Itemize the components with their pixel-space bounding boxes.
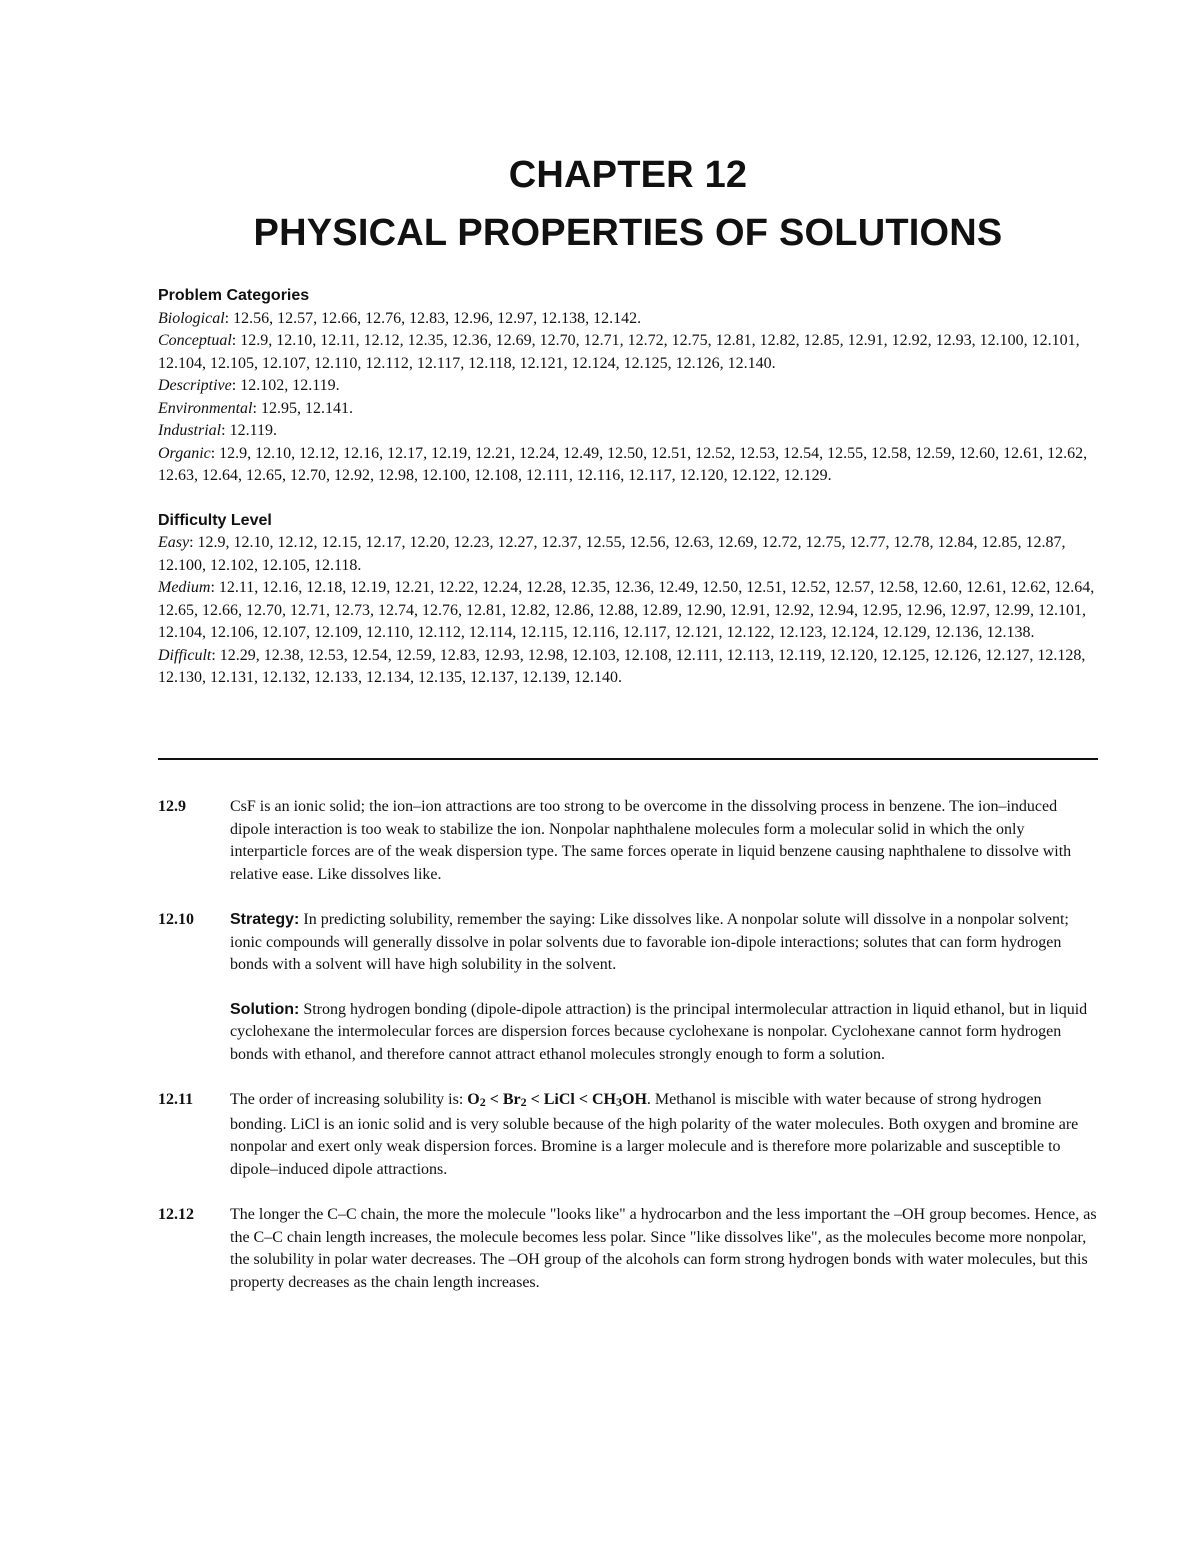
text-before-formula: The order of increasing solubility is:: [230, 1091, 468, 1108]
category-industrial: [158, 420, 1098, 443]
solubility-order-formula: [467, 1091, 647, 1108]
formula-part: <: [485, 1091, 503, 1108]
difficulty-easy: [158, 532, 1098, 577]
chapter-title: [158, 146, 1098, 262]
problem-body: [230, 1204, 1098, 1294]
problem-text: [230, 1089, 1098, 1181]
category-list: : 12.9, 12.10, 12.11, 12.12, 12.35, 12.36, 12.69, 12.70, 12.71, 12.72, 12.75, 12.81, 12.82, 12.85, 12.91, 12.92, 12.93, 12.100, 12.101, 12.104, 12.105, 12.107, 12.110, 12.112, 12.117, 12.118, 12.121, 12.124, 12.125, 12.126, 12.140.: [158, 332, 1080, 372]
category-list: : 12.102, 12.119.: [231, 377, 340, 394]
problem-body: [230, 1089, 1098, 1181]
difficulty-list: : 12.11, 12.16, 12.18, 12.19, 12.21, 12.22, 12.24, 12.28, 12.35, 12.36, 12.49, 12.50, 12.51, 12.52, 12.57, 12.58, 12.60, 12.61, 12.62, 12.64, 12.65, 12.66, 12.70, 12.71, 12.73, 12.74, 12.76, 12.81, 12.82, 12.86, 12.88, 12.89, 12.90, 12.91, 12.92, 12.94, 12.95, 12.96, 12.97, 12.99, 12.101, 12.104, 12.106, 12.107, 12.109, 12.110, 12.112, 12.114, 12.115, 12.116, 12.117, 12.121, 12.122, 12.123, 12.124, 12.129, 12.136, 12.138.: [158, 579, 1095, 641]
formula-part: OH: [622, 1091, 647, 1108]
category-list: : 12.9, 12.10, 12.12, 12.16, 12.17, 12.19, 12.21, 12.24, 12.49, 12.50, 12.51, 12.52, 12.53, 12.54, 12.55, 12.58, 12.59, 12.60, 12.61, 12.62, 12.63, 12.64, 12.65, 12.70, 12.92, 12.98, 12.100, 12.108, 12.111, 12.116, 12.117, 12.120, 12.122, 12.129.: [158, 444, 1088, 484]
section-divider: [158, 758, 1098, 760]
spacer: [158, 488, 1098, 510]
difficulty-list: : 12.29, 12.38, 12.53, 12.54, 12.59, 12.83, 12.93, 12.98, 12.103, 12.108, 12.111, 12.113, 12.119, 12.120, 12.125, 12.126, 12.127, 12.128, 12.130, 12.131, 12.132, 12.133, 12.134, 12.135, 12.137, 12.139, 12.140.: [158, 646, 1086, 686]
category-organic: [158, 443, 1098, 488]
problem-number: 12.9: [158, 798, 186, 815]
category-name: Organic: [158, 444, 211, 462]
problem-number: 12.10: [158, 911, 194, 928]
formula-subscript: 3: [616, 1095, 622, 1109]
solution-label: Solution:: [230, 1000, 300, 1018]
formula-subscript: 2: [520, 1095, 527, 1109]
strategy-label: Strategy:: [230, 911, 300, 928]
difficulty-medium: [158, 577, 1098, 645]
category-list: : 12.95, 12.141.: [252, 399, 353, 417]
problem-12-9: [158, 796, 1098, 886]
problem-text: CsF is an ionic solid; the ion–ion attractions are too strong to be overcome in the dissolving process in benzene. The ion–induced dipole interaction is too weak to stabilize the ion. Nonpolar naphthalene molecules form a molecular solid in which the only interparticle forces are of the weak dispersion type. The same forces operate in liquid benzene causing naphthalene to dissolve with relative ease. Like dissolves like.: [230, 798, 1072, 883]
category-biological: [158, 308, 1098, 331]
chapter-name: PHYSICAL PROPERTIES OF SOLUTIONS: [253, 212, 1003, 254]
strategy-text: In predicting solubility, remember the saying: Like dissolves like. A nonpolar solute will dissolve in a nonpolar solvent; ionic compounds will generally dissolve in polar solvents due to favorable ion-dipole interactions; solutes that can form hydrogen bonds with a solvent will have high solubility in the solvent.: [230, 911, 1069, 973]
problem-12-10: [158, 909, 1098, 1066]
category-name: Environmental: [158, 399, 253, 417]
solution-text: Strong hydrogen bonding (dipole-dipole attraction) is the principal intermolecular attraction in liquid ethanol, but in liquid cyclohexane the intermolecular forces are dispersion forces because cyclohexane is nonpolar. Cyclohexane cannot form hydrogen bonds with ethanol, and therefore cannot attract ethanol molecules strongly enough to form a solution.: [230, 1000, 1088, 1063]
formula-part: < LiCl <: [526, 1091, 592, 1108]
category-name: Descriptive: [158, 377, 232, 394]
problem-body: [230, 909, 1098, 1066]
category-environmental: [158, 398, 1098, 421]
difficulty-name: Difficult: [158, 646, 212, 664]
category-list: : 12.56, 12.57, 12.66, 12.76, 12.83, 12.96, 12.97, 12.138, 12.142.: [224, 309, 642, 327]
category-name: Industrial: [158, 422, 222, 439]
solution-paragraph: [230, 999, 1098, 1067]
difficulty-list: : 12.9, 12.10, 12.12, 12.15, 12.17, 12.20, 12.23, 12.27, 12.37, 12.55, 12.56, 12.63, 12.69, 12.72, 12.75, 12.77, 12.78, 12.84, 12.85, 12.87, 12.100, 12.102, 12.105, 12.118.: [158, 534, 1066, 574]
text-after-formula: . Methanol is miscible with water because of strong hydrogen bonding. LiCl is an ionic solid and is very soluble because of the high polarity of the water molecules. Both oxygen and bromine are nonpolar and exert only weak dispersion forces. Bromine is a larger molecule and is therefore more polarizable and susceptible to dipole–induced dipole attractions.: [230, 1091, 1079, 1178]
problem-12-11: [158, 1089, 1098, 1181]
category-descriptive: [158, 375, 1098, 398]
category-conceptual: [158, 330, 1098, 375]
difficulty-name: Medium: [158, 579, 211, 596]
problem-index: [158, 285, 1098, 690]
problem-categories-heading: Problem Categories: [158, 287, 310, 304]
category-list: : 12.119.: [221, 422, 277, 439]
category-name: Conceptual: [158, 332, 232, 349]
problem-body: [230, 796, 1098, 886]
formula-part: O: [467, 1091, 480, 1108]
problem-number: 12.12: [158, 1206, 194, 1223]
formula-subscript: 2: [479, 1095, 486, 1109]
formula-part: CH: [592, 1091, 616, 1108]
difficulty-difficult: [158, 645, 1098, 690]
problem-text: The longer the C–C chain, the more the molecule "looks like" a hydrocarbon and the less important the –OH group becomes. Hence, as the C–C chain length increases, the molecule becomes less polar. Since "like dissolves like", as the molecules become more nonpolar, the solubility in polar water decreases. The –OH group of the alcohols can form strong hydrogen bonds with water molecules, but this property decreases as the chain length increases.: [230, 1206, 1097, 1291]
chapter-number: CHAPTER 12: [508, 154, 748, 196]
problem-number: 12.11: [158, 1091, 194, 1108]
problem-12-12: [158, 1204, 1098, 1294]
difficulty-name: Easy: [158, 534, 190, 551]
difficulty-level-heading: Difficulty Level: [158, 511, 272, 529]
problem-solutions: [158, 796, 1098, 1317]
formula-part: Br: [502, 1091, 521, 1108]
category-name: Biological: [158, 309, 225, 327]
strategy-paragraph: [230, 909, 1098, 977]
